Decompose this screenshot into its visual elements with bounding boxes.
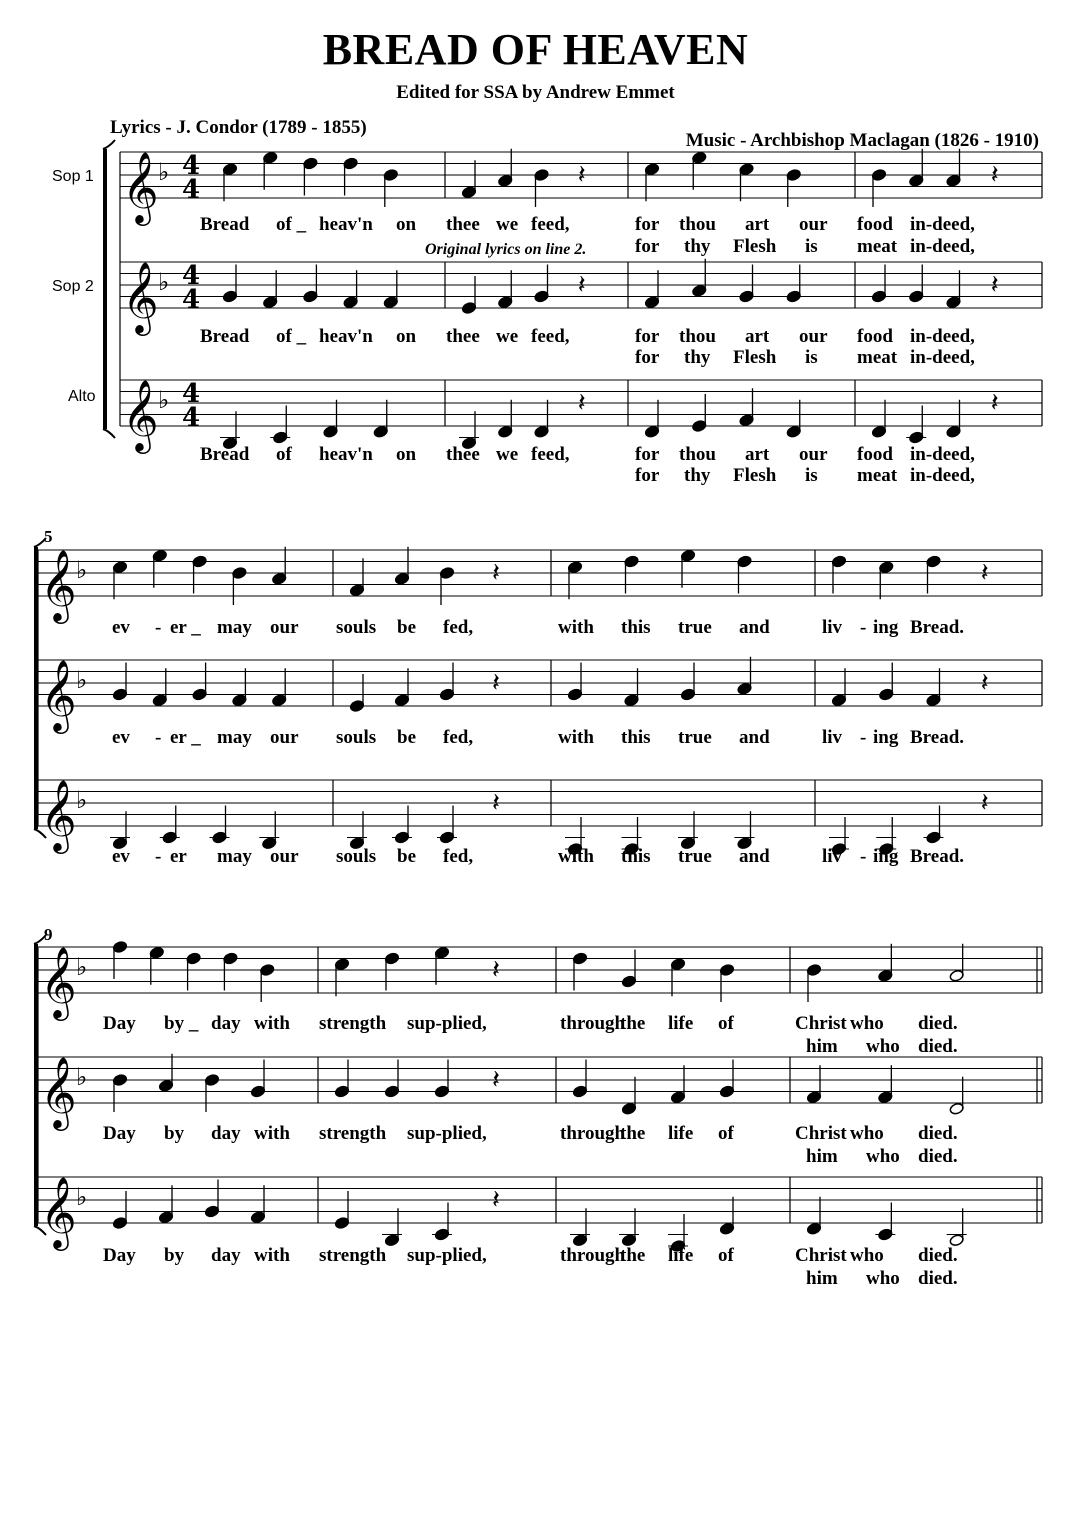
- lyric-syllable: Day: [103, 1123, 136, 1144]
- lyric-syllable: Bread.: [910, 727, 965, 748]
- treble-clef-icon: 𝄞: [40, 1175, 77, 1248]
- flat-key-signature-icon: ♭: [76, 786, 88, 814]
- time-signature-bottom: 4: [182, 403, 201, 433]
- lyric-syllable: we: [496, 326, 519, 347]
- lyric-syllable: day: [211, 1245, 241, 1266]
- lyric-syllable: true: [678, 846, 712, 867]
- lyric-syllable: sup-plied,: [407, 1245, 487, 1266]
- lyric-syllable: strength: [319, 1245, 387, 1266]
- lyric-syllable: this: [621, 727, 651, 748]
- lyric-syllable: who: [850, 1245, 884, 1266]
- quarter-rest-icon: 𝄽: [577, 388, 586, 418]
- lyric-syllable: art: [745, 326, 770, 347]
- treble-clef-icon: 𝄞: [40, 778, 77, 851]
- lyric-syllable-line2: meat: [857, 236, 898, 257]
- lyric-syllable: liv: [822, 846, 843, 867]
- lyric-syllable: Bread: [200, 444, 250, 465]
- treble-clef-icon: 𝄞: [122, 150, 159, 223]
- lyric-syllable: heav'n: [319, 444, 373, 465]
- lyric-syllable: ing: [873, 846, 899, 867]
- lyric-syllable: -: [860, 727, 867, 748]
- time-signature-top: 4: [182, 261, 201, 291]
- quarter-rest-icon: 𝄽: [492, 955, 500, 985]
- lyric-syllable-line2: him: [806, 1036, 838, 1057]
- lyric-syllable: feed,: [531, 214, 570, 235]
- lyric-syllable: be: [397, 846, 416, 867]
- time-signature-top: 4: [182, 379, 201, 409]
- lyric-syllable: the: [620, 1245, 646, 1266]
- original-lyrics-note: Original lyrics on line 2.: [425, 241, 587, 258]
- treble-clef-icon: 𝄞: [40, 945, 77, 1018]
- lyricist-credit: Lyrics - J. Condor (1789 - 1855): [110, 117, 367, 138]
- lyric-syllable-line2: him: [806, 1268, 838, 1289]
- lyric-syllable: we: [496, 214, 519, 235]
- lyric-syllable: be: [397, 727, 416, 748]
- lyric-syllable-line2: him: [806, 1146, 838, 1167]
- lyric-syllable-line2: who: [866, 1146, 900, 1167]
- lyric-syllable: of: [718, 1013, 734, 1034]
- lyric-syllable: souls: [336, 727, 377, 748]
- part-label-alto: Alto: [68, 388, 96, 405]
- lyric-syllable-line2: for: [635, 236, 660, 257]
- lyric-syllable: died.: [918, 1013, 958, 1034]
- lyric-syllable: in-deed,: [910, 214, 975, 235]
- lyric-syllable: the: [620, 1123, 646, 1144]
- lyric-syllable: of: [718, 1245, 734, 1266]
- lyric-syllable: with: [254, 1013, 290, 1034]
- lyric-syllable-line2: in-deed,: [910, 236, 975, 257]
- lyric-syllable: Christ: [795, 1013, 847, 1034]
- lyric-syllable: thee: [446, 444, 480, 465]
- flat-key-signature-icon: ♭: [76, 556, 88, 584]
- lyric-syllable: died.: [918, 1245, 958, 1266]
- lyric-syllable: Day: [103, 1013, 136, 1034]
- lyric-syllable: for: [635, 444, 660, 465]
- lyric-syllable: strength: [319, 1013, 387, 1034]
- lyric-syllable: the: [620, 1013, 646, 1034]
- lyric-syllable: Bread.: [910, 617, 965, 638]
- part-label-sop1: Sop 1: [52, 168, 94, 185]
- lyric-syllable-line2: died.: [918, 1146, 958, 1167]
- time-signature-top: 4: [182, 151, 201, 181]
- lyric-syllable-line2: who: [866, 1036, 900, 1057]
- lyric-syllable: we: [496, 444, 519, 465]
- lyric-syllable: by: [164, 1123, 185, 1144]
- lyric-syllable: ev: [112, 727, 130, 748]
- lyric-syllable: Bread: [200, 326, 250, 347]
- system-bracket: [103, 149, 107, 429]
- lyric-syllable: -: [155, 846, 162, 867]
- lyric-syllable-line2: in-deed,: [910, 347, 975, 368]
- lyric-syllable: be: [397, 617, 416, 638]
- lyric-syllable-line2: for: [635, 465, 660, 486]
- lyric-syllable-line2: Flesh: [733, 236, 777, 257]
- lyric-syllable: with: [558, 846, 594, 867]
- lyric-syllable: food: [857, 214, 893, 235]
- lyric-syllable: fed,: [443, 727, 474, 748]
- lyric-syllable: er: [170, 846, 187, 867]
- flat-key-signature-icon: ♭: [158, 158, 170, 186]
- treble-clef-icon: 𝄞: [122, 260, 159, 333]
- quarter-rest-icon: 𝄽: [577, 160, 586, 190]
- lyric-syllable: heav'n: [319, 326, 373, 347]
- lyric-syllable: liv: [822, 617, 843, 638]
- quarter-rest-icon: 𝄽: [577, 270, 586, 300]
- lyric-syllable: true: [678, 617, 712, 638]
- lyric-syllable: -: [860, 617, 867, 638]
- lyric-syllable: who: [850, 1013, 884, 1034]
- lyric-syllable: art: [745, 214, 770, 235]
- lyric-syllable: in-deed,: [910, 326, 975, 347]
- treble-clef-icon: 𝄞: [40, 1055, 77, 1128]
- bracket-hook-bottom: [103, 429, 115, 438]
- lyric-syllable: Day: [103, 1245, 136, 1266]
- quarter-rest-icon: 𝄽: [990, 160, 999, 190]
- lyric-syllable: thee: [446, 326, 480, 347]
- lyric-syllable: ing: [873, 617, 899, 638]
- lyric-syllable: life: [668, 1245, 694, 1266]
- lyric-syllable: for: [635, 214, 660, 235]
- lyric-syllable-line2: meat: [857, 347, 898, 368]
- lyric-syllable: art: [745, 444, 770, 465]
- lyric-syllable: Bread: [200, 214, 250, 235]
- lyric-syllable: our: [270, 617, 299, 638]
- lyric-syllable: may: [217, 617, 252, 638]
- lyric-syllable: thou: [679, 214, 716, 235]
- lyric-syllable: with: [558, 727, 594, 748]
- quarter-rest-icon: 𝄽: [492, 788, 500, 818]
- lyric-syllable: sup-plied,: [407, 1013, 487, 1034]
- lyric-syllable-line2: for: [635, 347, 660, 368]
- lyric-syllable: souls: [336, 846, 377, 867]
- treble-clef-icon: 𝄞: [40, 658, 77, 731]
- quarter-rest-icon: 𝄽: [980, 788, 989, 818]
- lyric-syllable-line2: who: [866, 1268, 900, 1289]
- system-bracket: [34, 944, 38, 1226]
- lyric-syllable: through: [560, 1245, 626, 1266]
- lyric-syllable: our: [799, 444, 828, 465]
- lyric-syllable: and: [739, 617, 770, 638]
- measure-number-5: 5: [44, 527, 53, 546]
- lyric-syllable: -: [155, 617, 162, 638]
- lyric-syllable-line2: Flesh: [733, 347, 777, 368]
- composer-credit: Music - Archbishop Maclagan (1826 - 1910): [685, 130, 1039, 151]
- lyric-syllable-line2: is: [805, 465, 818, 486]
- lyric-syllable: ing: [873, 727, 899, 748]
- lyric-syllable: our: [270, 727, 299, 748]
- lyric-syllable: fed,: [443, 846, 474, 867]
- lyric-syllable-line2: thy: [684, 465, 711, 486]
- lyric-syllable: true: [678, 727, 712, 748]
- lyric-syllable: of: [718, 1123, 734, 1144]
- flat-key-signature-icon: ♭: [76, 1183, 88, 1211]
- lyric-syllable: our: [270, 846, 299, 867]
- quarter-rest-icon: 𝄽: [492, 1185, 500, 1215]
- flat-key-signature-icon: ♭: [76, 1063, 88, 1091]
- lyric-syllable: died.: [918, 1123, 958, 1144]
- flat-key-signature-icon: ♭: [158, 268, 170, 296]
- lyric-syllable: day: [211, 1123, 241, 1144]
- lyric-syllable: of _: [276, 326, 307, 347]
- lyric-syllable: through: [560, 1123, 626, 1144]
- lyric-syllable: feed,: [531, 326, 570, 347]
- quarter-rest-icon: 𝄽: [492, 1065, 500, 1095]
- lyric-syllable: thou: [679, 444, 716, 465]
- quarter-rest-icon: 𝄽: [980, 558, 989, 588]
- measure-number-9: 9: [44, 925, 53, 944]
- lyric-syllable: food: [857, 326, 893, 347]
- subtitle: Edited for SSA by Andrew Emmet: [396, 82, 675, 103]
- lyric-syllable: our: [799, 214, 828, 235]
- time-signature-bottom: 4: [182, 285, 201, 315]
- quarter-rest-icon: 𝄽: [990, 270, 999, 300]
- lyric-syllable: day: [211, 1013, 241, 1034]
- lyric-syllable: may: [217, 846, 252, 867]
- lyric-syllable-line2: is: [805, 236, 818, 257]
- lyric-syllable: who: [850, 1123, 884, 1144]
- lyric-syllable: may: [217, 727, 252, 748]
- lyric-syllable-line2: died.: [918, 1036, 958, 1057]
- lyric-syllable: this: [621, 846, 651, 867]
- lyric-syllable: for: [635, 326, 660, 347]
- flat-key-signature-icon: ♭: [76, 953, 88, 981]
- page-title: BREAD OF HEAVEN: [322, 25, 749, 74]
- system-bracket: [34, 547, 38, 829]
- lyric-syllable: our: [799, 326, 828, 347]
- lyric-syllable-line2: thy: [684, 236, 711, 257]
- lyric-syllable: by: [164, 1245, 185, 1266]
- quarter-rest-icon: 𝄽: [492, 558, 500, 588]
- lyric-syllable-line2: in-deed,: [910, 465, 975, 486]
- time-signature-bottom: 4: [182, 175, 201, 205]
- lyric-syllable: er _: [170, 727, 201, 748]
- lyric-syllable: fed,: [443, 617, 474, 638]
- lyric-syllable: souls: [336, 617, 377, 638]
- lyric-syllable: of: [276, 444, 292, 465]
- lyric-syllable: in-deed,: [910, 444, 975, 465]
- lyric-syllable: this: [621, 617, 651, 638]
- lyric-syllable: with: [254, 1123, 290, 1144]
- bracket-hook-top: [34, 935, 46, 944]
- lyric-syllable: by _: [164, 1013, 199, 1034]
- lyric-syllable-line2: meat: [857, 465, 898, 486]
- lyric-syllable: on: [396, 214, 417, 235]
- lyric-syllable: thee: [446, 214, 480, 235]
- lyric-syllable: sup-plied,: [407, 1123, 487, 1144]
- lyric-syllable: through: [560, 1013, 626, 1034]
- treble-clef-icon: 𝄞: [122, 378, 159, 451]
- lyric-syllable: ev: [112, 617, 130, 638]
- lyric-syllable: on: [396, 326, 417, 347]
- lyric-syllable: Christ: [795, 1123, 847, 1144]
- lyric-syllable: Christ: [795, 1245, 847, 1266]
- lyric-syllable-line2: thy: [684, 347, 711, 368]
- treble-clef-icon: 𝄞: [40, 548, 77, 621]
- lyric-syllable: life: [668, 1013, 694, 1034]
- lyric-syllable: thou: [679, 326, 716, 347]
- lyric-syllable-line2: is: [805, 347, 818, 368]
- bracket-hook-top: [34, 538, 46, 547]
- bracket-hook-top: [103, 140, 115, 149]
- quarter-rest-icon: 𝄽: [492, 668, 500, 698]
- lyric-syllable: heav'n: [319, 214, 373, 235]
- flat-key-signature-icon: ♭: [158, 386, 170, 414]
- lyric-syllable: and: [739, 727, 770, 748]
- part-label-sop2: Sop 2: [52, 278, 94, 295]
- lyric-syllable: on: [396, 444, 417, 465]
- lyric-syllable: -: [155, 727, 162, 748]
- lyric-syllable: ev: [112, 846, 130, 867]
- quarter-rest-icon: 𝄽: [990, 388, 999, 418]
- lyric-syllable: Bread.: [910, 846, 965, 867]
- lyric-syllable-line2: died.: [918, 1268, 958, 1289]
- lyric-syllable-line2: Flesh: [733, 465, 777, 486]
- lyric-syllable: liv: [822, 727, 843, 748]
- lyric-syllable: feed,: [531, 444, 570, 465]
- lyric-syllable: of _: [276, 214, 307, 235]
- lyric-syllable: with: [558, 617, 594, 638]
- lyric-syllable: er _: [170, 617, 201, 638]
- lyric-syllable: with: [254, 1245, 290, 1266]
- lyric-syllable: strength: [319, 1123, 387, 1144]
- lyric-syllable: and: [739, 846, 770, 867]
- lyric-syllable: food: [857, 444, 893, 465]
- lyric-syllable: -: [860, 846, 867, 867]
- lyric-syllable: life: [668, 1123, 694, 1144]
- flat-key-signature-icon: ♭: [76, 666, 88, 694]
- quarter-rest-icon: 𝄽: [980, 668, 989, 698]
